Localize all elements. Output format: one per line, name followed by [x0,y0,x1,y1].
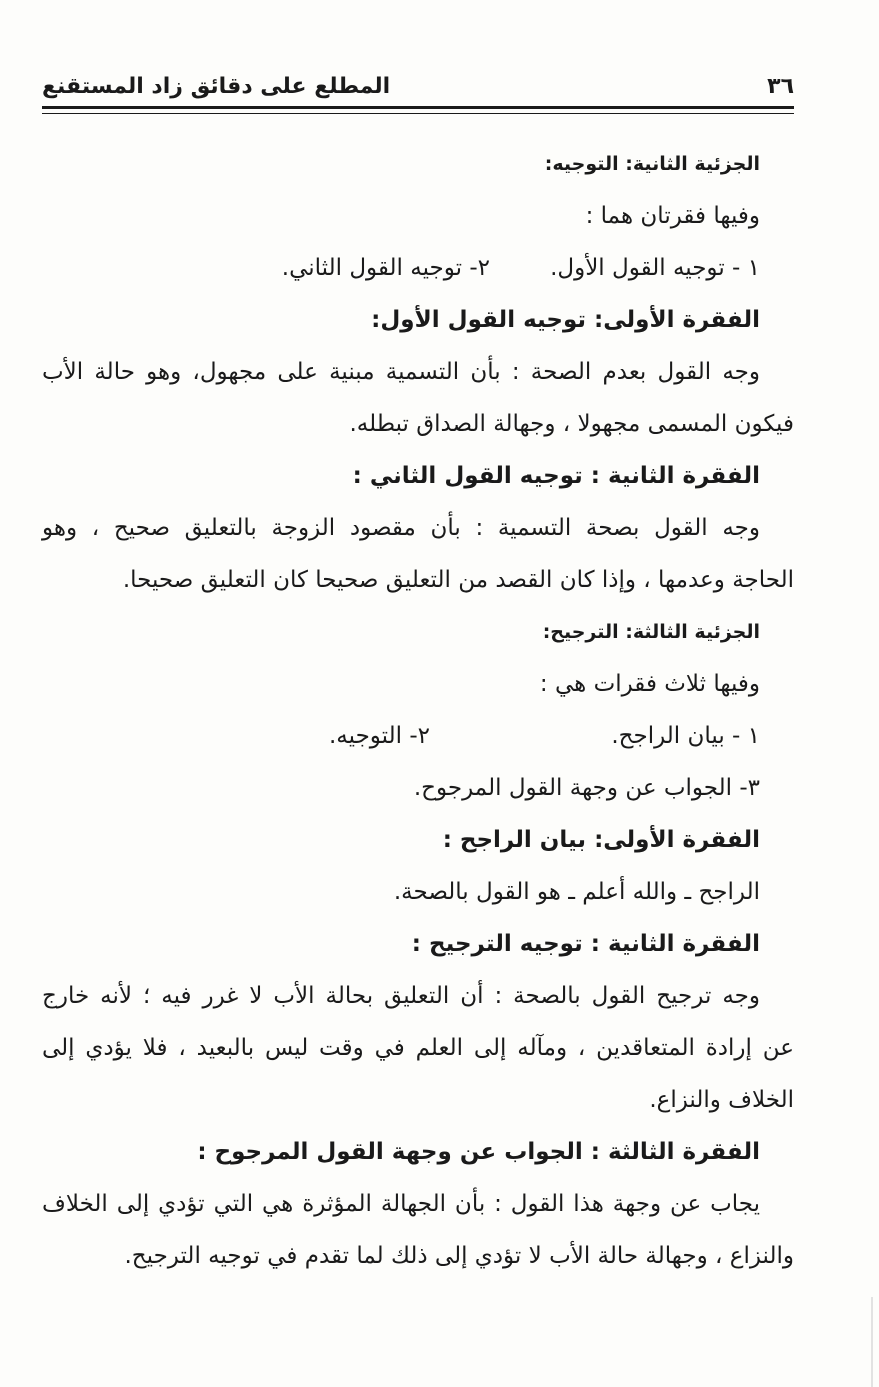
paragraph-intro-part2: وفيها فقرتان هما : [585,203,760,229]
section-heading-part3: الجزئية الثالثة: الترجيح: [542,621,760,643]
list-item-1: ١ - توجيه القول الأول. [550,255,760,281]
running-header [42,70,794,102]
header-rule-thick [42,106,794,109]
body-line: وجه القول بصحة التسمية : بأن مقصود الزوجة بالتعليق صحيح ، وهو [42,515,760,541]
list-item-2: ٢- توجيه القول الثاني. [281,255,490,281]
list-item-3: ٣- الجواب عن وجهة القول المرجوح. [413,775,760,801]
paragraph-heading-1: الفقرة الأولى: توجيه القول الأول: [371,307,760,333]
paragraph-intro-part3: وفيها ثلاث فقرات هي : [539,671,760,697]
body-line: عن إرادة المتعاقدين ، ومآله إلى العلم في وقت ليس بالبعيد ، فلا يؤدي إلى [42,1035,794,1061]
body-line: وجه القول بعدم الصحة : بأن التسمية مبنية على مجهول، وهو حالة الأب [42,359,760,385]
body-line: الخلاف والنزاع. [649,1087,794,1113]
list-part3 [42,710,794,762]
paragraph-heading-2: الفقرة الثانية : توجيه القول الثاني : [352,463,760,489]
body-line: الحاجة وعدمها ، وإذا كان القصد من التعليق صحيحا كان التعليق صحيحا. [122,567,794,593]
body-line: والنزاع ، وجهالة حالة الأب لا تؤدي إلى ذلك لما تقدم في توجيه الترجيح. [124,1243,794,1269]
paragraph-heading-3-3: الفقرة الثالثة : الجواب عن وجهة القول المرجوح : [197,1139,760,1165]
list-item-2: ٢- التوجيه. [329,723,430,749]
list-item-1: ١ - بيان الراجح. [611,723,760,749]
header-rule-thin [42,113,794,114]
body-line: فيكون المسمى مجهولا ، وجهالة الصداق تبطله. [349,411,794,437]
page-edge-mark [871,1297,873,1387]
paragraph-heading-3-2: الفقرة الثانية : توجيه الترجيح : [411,931,760,957]
page-number: ٣٦ [767,73,794,99]
book-title: المطلع على دقائق زاد المستقنع [42,73,391,99]
body-line: الراجح ـ والله أعلم ـ هو القول بالصحة. [393,879,760,905]
paragraph-heading-3-1: الفقرة الأولى: بيان الراجح : [442,827,760,853]
body-line: يجاب عن وجهة هذا القول : بأن الجهالة المؤثرة هي التي تؤدي إلى الخلاف [42,1191,760,1217]
list-part2 [42,242,794,294]
body-line: وجه ترجيح القول بالصحة : أن التعليق بحالة الأب لا غرر فيه ؛ لأنه خارج [42,983,760,1009]
page-body [42,138,794,1284]
section-heading-part2: الجزئية الثانية: التوجيه: [544,153,760,175]
